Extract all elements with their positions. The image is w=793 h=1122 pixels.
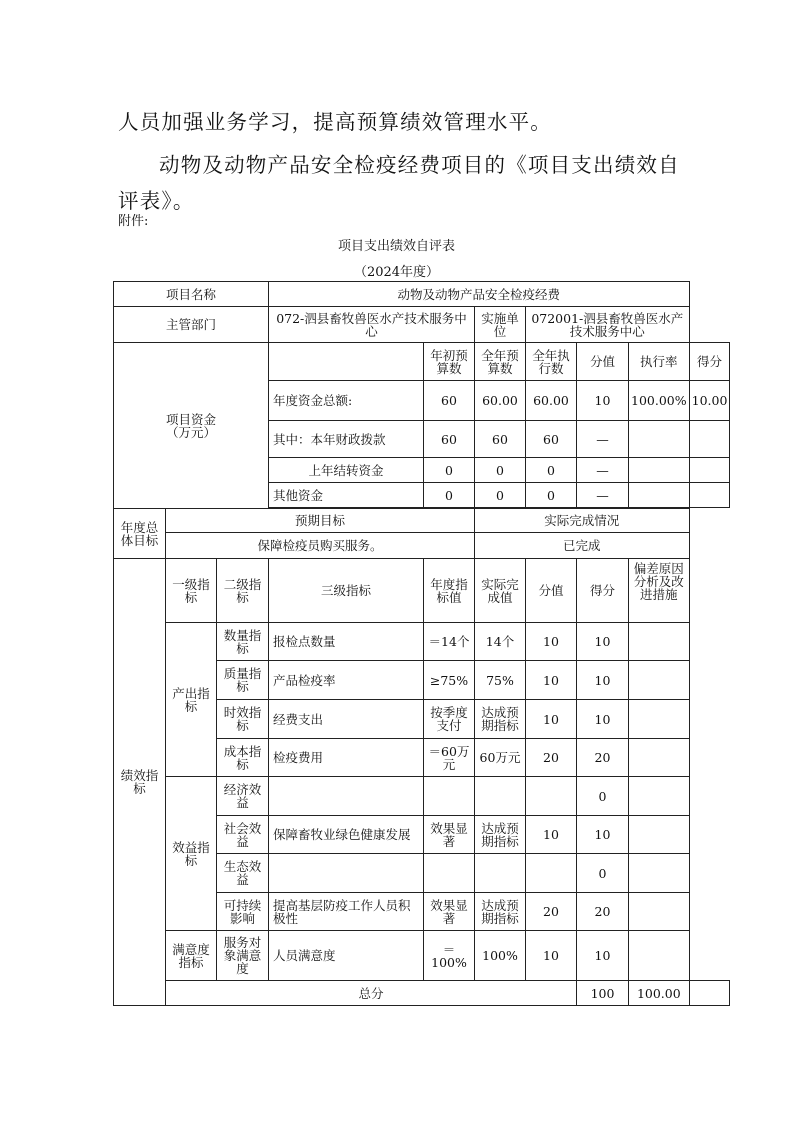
score-cell: 10 bbox=[577, 931, 629, 981]
funds-rate: 100.00% bbox=[629, 381, 690, 421]
funds-header: 全年预算数 bbox=[475, 343, 526, 381]
funds-rate bbox=[629, 483, 690, 508]
actual-cell: 14个 bbox=[475, 623, 526, 661]
funds-header: 全年执行数 bbox=[526, 343, 577, 381]
group-label: 满意度指标 bbox=[166, 931, 217, 981]
score-cell: 0 bbox=[577, 854, 629, 893]
table-row bbox=[114, 307, 730, 343]
funds-initial: 0 bbox=[424, 483, 475, 508]
funds-annual: 0 bbox=[475, 483, 526, 508]
table-row bbox=[114, 559, 730, 623]
funds-score-value: — bbox=[577, 458, 629, 483]
score-value-cell: 10 bbox=[526, 816, 577, 854]
funds-header: 分值 bbox=[577, 343, 629, 381]
total-score-value: 100 bbox=[577, 981, 629, 1006]
note-cell bbox=[629, 931, 690, 981]
note-cell bbox=[629, 623, 690, 661]
expected-goal-value: 保障检疫员购买服务。 bbox=[166, 533, 475, 559]
funds-header-blank bbox=[269, 343, 424, 381]
group-label bbox=[166, 777, 217, 931]
total-score: 100.00 bbox=[629, 981, 690, 1006]
perf-label bbox=[114, 559, 166, 1006]
note-cell bbox=[629, 893, 690, 931]
target-cell: 效果显著 bbox=[424, 893, 475, 931]
funds-executed: 0 bbox=[526, 458, 577, 483]
note-cell bbox=[629, 854, 690, 893]
level3-cell: 提高基层防疫工作人员积极性 bbox=[269, 893, 424, 931]
funds-score-value: — bbox=[577, 421, 629, 458]
score-cell: 10 bbox=[577, 623, 629, 661]
score-value-cell bbox=[526, 777, 577, 816]
score-value-cell: 10 bbox=[526, 931, 577, 981]
level2-cell: 成本指标 bbox=[217, 739, 269, 777]
funds-initial: 60 bbox=[424, 421, 475, 458]
level2-cell: 社会效益 bbox=[217, 816, 269, 854]
funds-annual: 60 bbox=[475, 421, 526, 458]
perf-header: 分值 bbox=[526, 559, 577, 623]
score-value-cell: 10 bbox=[526, 661, 577, 700]
level3-cell: 经费支出 bbox=[269, 700, 424, 739]
form-title: 项目支出绩效自评表 bbox=[337, 239, 455, 254]
score-cell: 10 bbox=[577, 661, 629, 700]
level3-cell bbox=[269, 777, 424, 816]
perf-header: 得分 bbox=[577, 559, 629, 623]
score-cell: 10 bbox=[577, 816, 629, 854]
funds-rate bbox=[629, 421, 690, 458]
funds-score-value: 10 bbox=[577, 381, 629, 421]
perf-header: 一级指标 bbox=[166, 559, 217, 623]
funds-header: 年初预算数 bbox=[424, 343, 475, 381]
target-cell bbox=[424, 777, 475, 816]
actual-cell: 达成预期指标 bbox=[475, 893, 526, 931]
level2-cell: 经济效益 bbox=[217, 777, 269, 816]
level3-cell bbox=[269, 854, 424, 893]
dept-value: 072-泗县畜牧兽医水产技术服务中心 bbox=[269, 307, 475, 343]
note-cell bbox=[629, 777, 690, 816]
actual-cell bbox=[475, 854, 526, 893]
actual-cell: 达成预期指标 bbox=[475, 816, 526, 854]
target-cell: ≥75% bbox=[424, 661, 475, 700]
funds-annual: 0 bbox=[475, 458, 526, 483]
actual-cell: 75% bbox=[475, 661, 526, 700]
impl-label: 实施单位 bbox=[475, 307, 526, 343]
funds-row-label: 其中：本年财政拨款 bbox=[269, 421, 424, 458]
note-cell bbox=[629, 739, 690, 777]
score-value-cell: 10 bbox=[526, 623, 577, 661]
funds-executed: 60.00 bbox=[526, 381, 577, 421]
level2-cell: 数量指标 bbox=[217, 623, 269, 661]
funds-row-label: 年度资金总额: bbox=[269, 381, 424, 421]
funds-annual: 60.00 bbox=[475, 381, 526, 421]
funds-initial: 60 bbox=[424, 381, 475, 421]
intro-paragraph-2 bbox=[118, 147, 688, 219]
funds-score bbox=[689, 458, 730, 483]
score-value-cell: 20 bbox=[526, 739, 577, 777]
table-row bbox=[114, 343, 730, 381]
score-value-cell: 10 bbox=[526, 700, 577, 739]
table-row bbox=[114, 282, 730, 307]
project-name-value: 动物及动物产品安全检疫经费 bbox=[269, 282, 690, 307]
level2-cell: 可持续影响 bbox=[217, 893, 269, 931]
funds-score bbox=[689, 421, 730, 458]
perf-header: 二级指标 bbox=[217, 559, 269, 623]
target-cell: 按季度支付 bbox=[424, 700, 475, 739]
perf-label-text: 绩效指标 bbox=[120, 768, 159, 796]
funds-executed: 60 bbox=[526, 421, 577, 458]
level3-cell: 检疫费用 bbox=[269, 739, 424, 777]
actual-goal-value: 已完成 bbox=[475, 533, 690, 559]
level2-cell: 质量指标 bbox=[217, 661, 269, 700]
perf-header: 实际完成值 bbox=[475, 559, 526, 623]
intro-text-1: 人员加强业务学习，提高预算绩效管理水平。 bbox=[118, 110, 552, 134]
project-name-label: 项目名称 bbox=[114, 282, 269, 307]
level2-cell: 服务对象满意度 bbox=[217, 931, 269, 981]
expected-goal-label: 预期目标 bbox=[166, 509, 475, 533]
goal-label-text: 年度总体目标 bbox=[120, 519, 159, 548]
score-cell: 0 bbox=[577, 777, 629, 816]
score-cell: 20 bbox=[577, 893, 629, 931]
score-value-cell bbox=[526, 854, 577, 893]
performance-table bbox=[113, 281, 730, 1006]
target-cell bbox=[424, 854, 475, 893]
group-label-text: 产出指标 bbox=[172, 685, 210, 714]
perf-header: 三级指标 bbox=[269, 559, 424, 623]
score-value-cell: 20 bbox=[526, 893, 577, 931]
table-row bbox=[114, 931, 730, 981]
funds-label-text: 项目资金（万元） bbox=[165, 411, 216, 440]
note-cell bbox=[629, 661, 690, 700]
level2-cell: 时效指标 bbox=[217, 700, 269, 739]
score-cell: 10 bbox=[577, 700, 629, 739]
level3-cell: 报检点数量 bbox=[269, 623, 424, 661]
total-note bbox=[689, 981, 730, 1006]
funds-row-label: 其他资金 bbox=[269, 483, 424, 508]
level3-cell: 人员满意度 bbox=[269, 931, 424, 981]
actual-cell: 达成预期指标 bbox=[475, 700, 526, 739]
form-year: （2024年度） bbox=[353, 265, 440, 280]
target-cell: ＝100% bbox=[424, 931, 475, 981]
funds-rate bbox=[629, 458, 690, 483]
intro-text-2: 动物及动物产品安全检疫经费项目的《项目支出绩效自评表》。 bbox=[118, 153, 680, 213]
note-cell bbox=[629, 700, 690, 739]
target-cell: ＝60万元 bbox=[424, 739, 475, 777]
funds-header: 得分 bbox=[689, 343, 730, 381]
table-row bbox=[114, 509, 730, 533]
funds-header: 执行率 bbox=[629, 343, 690, 381]
funds-score bbox=[689, 483, 730, 508]
target-cell: 效果显著 bbox=[424, 816, 475, 854]
actual-goal-label: 实际完成情况 bbox=[475, 509, 690, 533]
table-row bbox=[114, 981, 730, 1006]
intro-paragraph-1 bbox=[118, 104, 688, 140]
score-cell: 20 bbox=[577, 739, 629, 777]
level2-cell: 生态效益 bbox=[217, 854, 269, 893]
level3-cell: 保障畜牧业绿色健康发展 bbox=[269, 816, 424, 854]
target-cell: ＝14个 bbox=[424, 623, 475, 661]
funds-score: 10.00 bbox=[689, 381, 730, 421]
funds-score-value: — bbox=[577, 483, 629, 508]
perf-header: 偏差原因分析及改进措施 bbox=[629, 559, 690, 623]
actual-cell: 60万元 bbox=[475, 739, 526, 777]
funds-label bbox=[114, 343, 269, 509]
table-row bbox=[114, 777, 730, 816]
note-cell bbox=[629, 816, 690, 854]
attachment-label: 附件: bbox=[118, 214, 149, 229]
funds-executed: 0 bbox=[526, 483, 577, 508]
dept-label: 主管部门 bbox=[114, 307, 269, 343]
group-label bbox=[166, 623, 217, 777]
actual-cell bbox=[475, 777, 526, 816]
group-label-text: 效益指标 bbox=[172, 839, 210, 868]
funds-row-label: 上年结转资金 bbox=[269, 458, 424, 483]
goal-label bbox=[114, 509, 166, 559]
table-row bbox=[114, 623, 730, 661]
table-row bbox=[114, 533, 730, 559]
actual-cell: 100% bbox=[475, 931, 526, 981]
perf-header: 年度指标值 bbox=[424, 559, 475, 623]
funds-initial: 0 bbox=[424, 458, 475, 483]
total-label: 总分 bbox=[166, 981, 577, 1006]
level3-cell: 产品检疫率 bbox=[269, 661, 424, 700]
impl-value: 072001-泗县畜牧兽医水产技术服务中心 bbox=[526, 307, 690, 343]
